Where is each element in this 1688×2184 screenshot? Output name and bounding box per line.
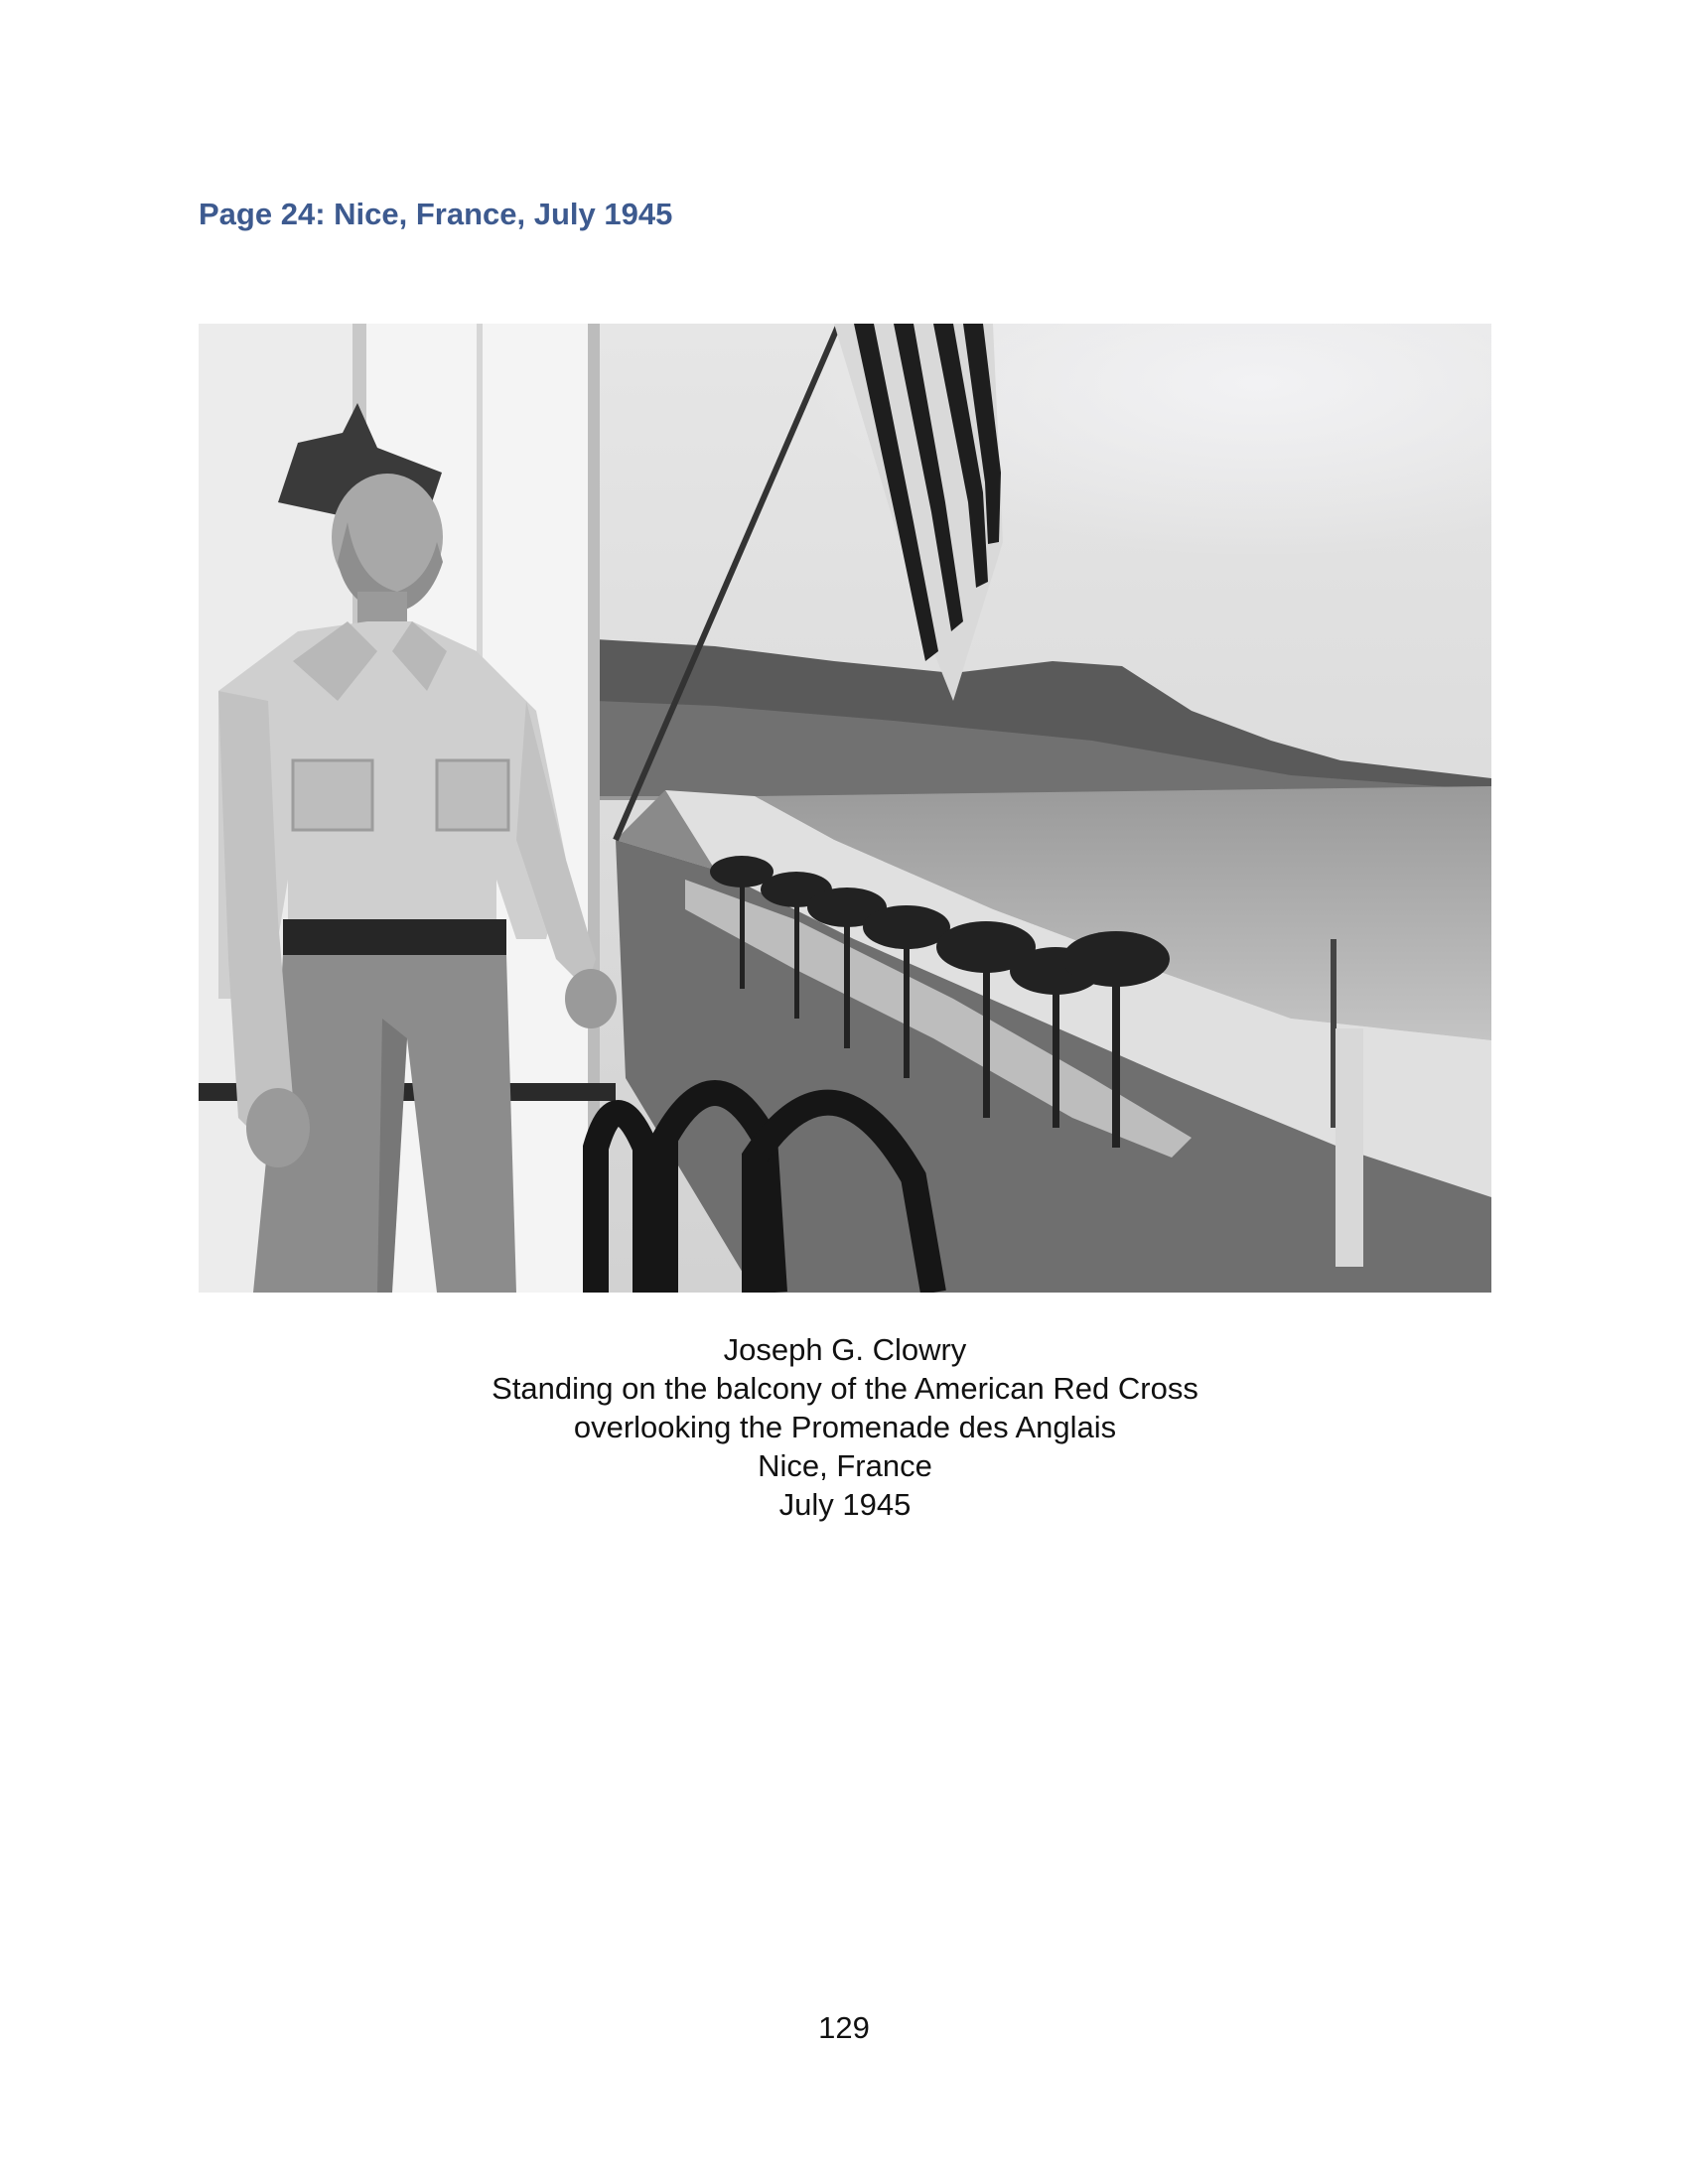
caption-line-place: Nice, France	[758, 1448, 932, 1483]
photo-caption	[199, 1330, 1491, 1524]
soldier-balcony-photo	[199, 324, 1491, 1293]
caption-line-date: July 1945	[778, 1487, 912, 1522]
caption-line-description: Standing on the balcony of the American Red Cross	[492, 1371, 1198, 1406]
page-number: 129	[818, 2010, 870, 2045]
section-heading: Page 24: Nice, France, July 1945	[199, 197, 673, 231]
caption-line-location-detail: overlooking the Promenade des Anglais	[573, 1410, 1117, 1444]
caption-line-name: Joseph G. Clowry	[723, 1332, 967, 1367]
